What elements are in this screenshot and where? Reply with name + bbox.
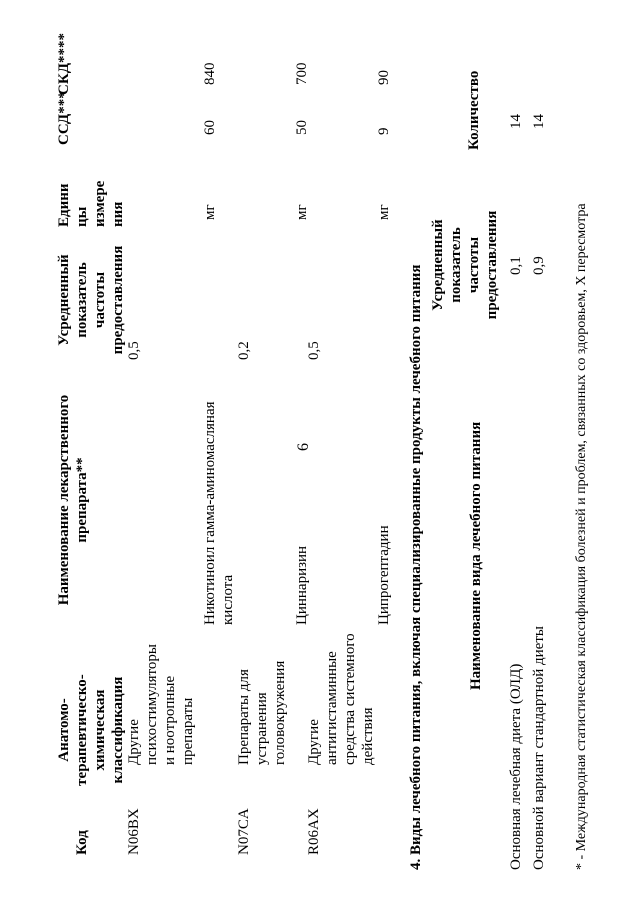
diet-row-name: Основной вариант стандартной диеты: [531, 626, 547, 870]
row-freq: 0,5: [126, 341, 142, 360]
row-code: N06BX: [126, 808, 142, 855]
header-diet-name: Наименование вида лечебного питания: [468, 421, 484, 690]
header-atc: Анатомо- терапевтическо- химическая классификация: [56, 674, 126, 786]
header-diet-freq: Усредненный показатель частоты предоставления: [430, 210, 500, 320]
diet-row-name: Основная лечебная диета (ОЛД): [508, 663, 524, 870]
row-atc: Другие антигистаминные средства системного действия: [306, 633, 376, 765]
row-drug: Никотиноил гамма-аминомасляная кислота: [202, 401, 236, 625]
row-freq: 0,5: [306, 341, 322, 360]
row-unit: мг: [376, 204, 392, 220]
page-number: 6: [295, 443, 312, 451]
row-skd: 700: [294, 62, 310, 85]
header-diet-qty: Количество: [466, 70, 482, 150]
footnote: * - Международная статистическая классификация болезней и проблем, связанных со здоровьем, X пересмотра: [574, 203, 589, 870]
row-skd: 840: [202, 62, 218, 85]
row-atc: Препараты для устранения головокружения: [236, 660, 288, 765]
row-unit: мг: [202, 204, 218, 220]
rotated-page: [45, 25, 605, 875]
row-code: N07CA: [236, 808, 252, 855]
row-freq: 0,2: [236, 341, 252, 360]
header-freq: Усредненный показатель частоты предоставления: [56, 245, 126, 355]
row-ssd: 9: [376, 127, 392, 135]
diet-row-qty: 14: [508, 114, 524, 129]
diet-row-qty: 14: [531, 114, 547, 129]
diet-row-freq: 0,9: [531, 256, 547, 275]
header-skd: СКД****: [56, 32, 72, 95]
row-code: R06AX: [306, 808, 322, 855]
row-atc: Другие психостимуляторы и ноотропные препараты: [126, 644, 196, 765]
diet-row-freq: 0,1: [508, 256, 524, 275]
header-ssd: ССД***: [56, 91, 72, 145]
row-drug: Ципрогептадин: [376, 525, 392, 625]
row-ssd: 50: [294, 120, 310, 135]
row-unit: мг: [294, 204, 310, 220]
row-ssd: 60: [202, 120, 218, 135]
header-code: Код: [74, 830, 90, 855]
header-drug: Наименование лекарственного препарата**: [56, 394, 90, 606]
row-drug: Циннаризин: [294, 545, 310, 625]
section-title: 4. Виды лечебного питания, включая специализированные продукты лечебного питания: [408, 264, 424, 870]
header-unit: Едини цы измере ния: [56, 180, 126, 227]
row-skd: 90: [376, 70, 392, 85]
